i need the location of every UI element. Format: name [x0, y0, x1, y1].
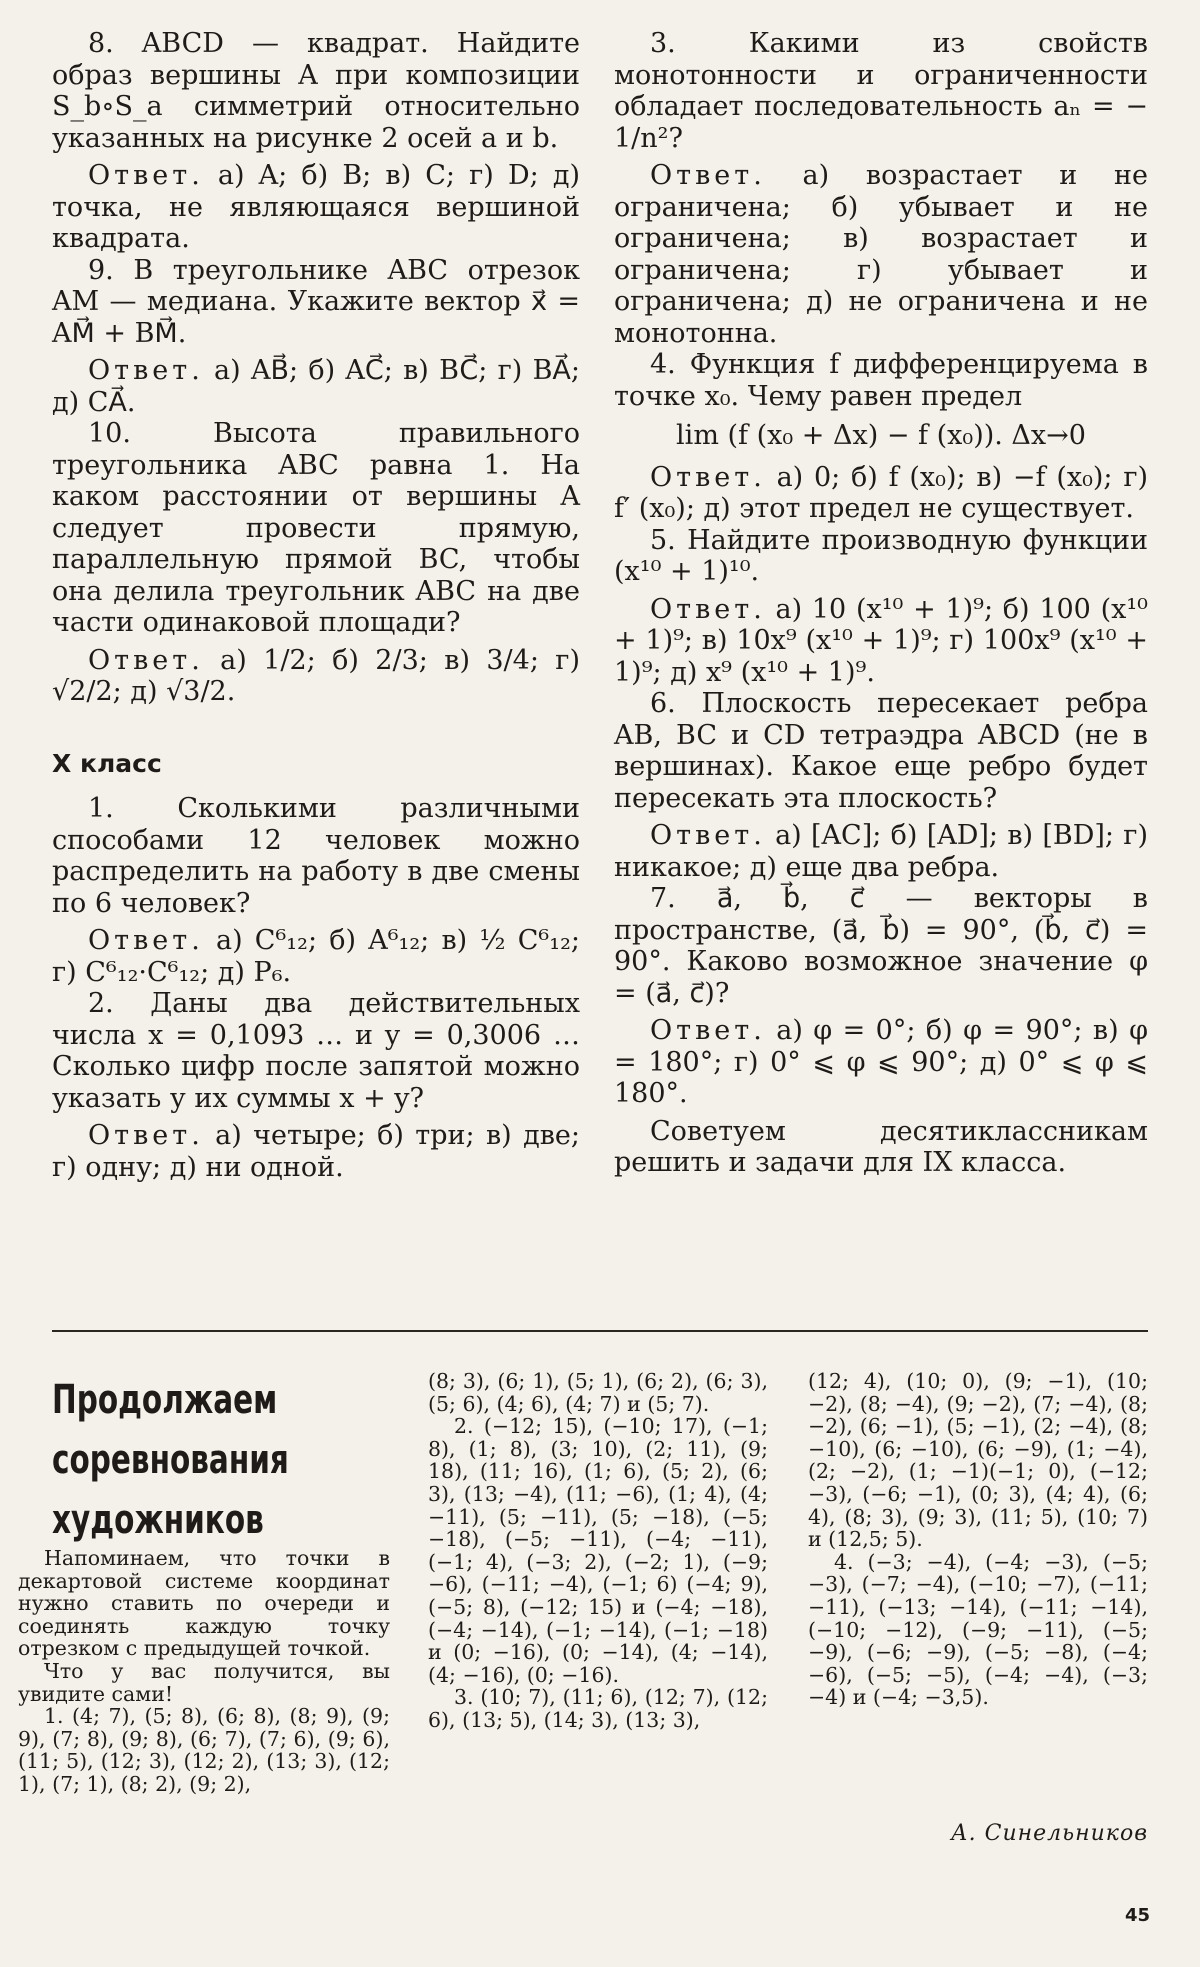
question-8: 8. ABCD — квадрат. Найдите образ вершины A при композиции S_b∘S_a симметрий относительно указанных на рисунке 2 осей a и b.	[52, 28, 580, 154]
question-8-answer: Ответ. а) A; б) B; в) C; г) D; д) точка, не являющаяся вершиной квадрата.	[52, 160, 580, 254]
question-x5: 5. Найдите производную функции (x¹⁰ + 1)¹⁰.	[614, 524, 1148, 587]
point-set-1: 1. (4; 7), (5; 8), (6; 8), (8; 9), (9; 9), (7; 8), (9; 8), (6; 7), (7; 6), (9; 6), (11; 5), (12; 3), (12; 2), (13; 3), (12; 1), (7; 1), (8; 2), (9; 2),	[18, 1704, 390, 1796]
points-column-2	[428, 1370, 768, 1732]
advice-text: Советуем десятиклассникам решить и задачи для IX класса.	[614, 1115, 1148, 1178]
question-x3: 3. Какими из свойств монотонности и ограниченности обладает последовательность aₙ = − 1/n²?	[614, 28, 1148, 154]
points-column-3	[808, 1370, 1148, 1709]
question-x5-answer: Ответ. а) 10 (x¹⁰ + 1)⁹; б) 100 (x¹⁰ + 1)⁹; в) 10x⁹ (x¹⁰ + 1)⁹; г) 100x⁹ (x¹⁰ + 1)⁹; д) x⁹ (x¹⁰ + 1)⁹.	[614, 593, 1148, 688]
class-heading: X класс	[52, 748, 162, 778]
intro-column	[18, 1547, 390, 1796]
point-set-3: 3. (10; 7), (11; 6), (12; 7), (12; 6), (13; 5), (14; 3), (13; 3),	[428, 1685, 768, 1732]
question-x2: 2. Даны два действительных числа x = 0,1093 … и y = 0,3006 … Сколько цифр после запятой можно указать у их суммы x + y?	[52, 988, 580, 1114]
point-set-1-continued: (8; 3), (6; 1), (5; 1), (6; 2), (6; 3), (5; 6), (4; 6), (4; 7) и (5; 7).	[428, 1369, 768, 1416]
section-title: Продолжаем соревнования художников	[52, 1377, 289, 1543]
question-x4-answer: Ответ. а) 0; б) f (x₀); в) −f (x₀); г) f′ (x₀); д) этот предел не существует.	[614, 461, 1148, 524]
question-x1: 1. Сколькими различными способами 12 человек можно распределить на работу в две смены по 6 человек?	[52, 793, 580, 919]
question-x3-answer: Ответ. а) возрастает и не ограничена; б) убывает и не ограничена; в) возрастает и ограничена; г) убывает и ограничена; д) не ограничена и не монотонна.	[614, 160, 1148, 349]
section-divider	[52, 1330, 1148, 1332]
left-text-column	[52, 28, 580, 1183]
question-10-answer: Ответ. а) 1/2; б) 2/3; в) 3/4; г) √2/2; д) √3/2.	[52, 644, 580, 707]
question-x7: 7. a⃗, b⃗, c⃗ — векторы в пространстве, (a⃗, b⃗) = 90°, (b⃗, c⃗) = 90°. Каково возможное значение φ = (a⃗, c⃗)?	[614, 883, 1148, 1009]
question-x4: 4. Функция f дифференцируема в точке x₀. Чему равен предел	[614, 349, 1148, 412]
intro-text: Напоминаем, что точки в декартовой системе координат нужно ставить по очереди и соединять каждую точку отрезком с предыдущей точкой.	[18, 1546, 390, 1661]
question-x6: 6. Плоскость пересекает ребра AB, BC и CD тетраэдра ABCD (не в вершинах). Какое еще ребро будет пересекать эта плоскость?	[614, 688, 1148, 814]
question-x1-answer: Ответ. а) C⁶₁₂; б) A⁶₁₂; в) ½ C⁶₁₂; г) C⁶₁₂·C⁶₁₂; д) P₆.	[52, 925, 580, 988]
point-set-4: 4. (−3; −4), (−4; −3), (−5; −3), (−7; −4), (−10; −7), (−11; −11), (−13; −14), (−11; −14), (−10; −12), (−9; −11), (−5; −9), (−6; −9), (−5; −8), (−4; −6), (−5; −5), (−4; −4), (−3; −4) и (−4; −3,5).	[808, 1549, 1148, 1710]
limit-formula: lim (f (x₀ + Δx) − f (x₀)). Δx→0	[676, 420, 1086, 451]
author-signature: А. Синельников	[951, 1821, 1148, 1846]
intro-text-2: Что у вас получится, вы увидите сами!	[18, 1658, 390, 1706]
question-10: 10. Высота правильного треугольника ABC равна 1. На каком расстоянии от вершины A следует провести прямую, параллельную прямой BC, чтобы она делила треугольник ABC на две части одинаковой площади?	[52, 418, 580, 638]
point-set-2: 2. (−12; 15), (−10; 17), (−1; 8), (1; 8), (3; 10), (2; 11), (9; 18), (11; 16), (1; 6), (5; 2), (6; 3), (13; −4), (11; −6), (1; 4), (4; −11), (5; −11), (5; −18), (−5; −18), (−5; −11), (−4; −11), (−1; 4), (−3; 2), (−2; 1), (−9; −6), (−11; −4), (−1; 6) (−4; 9), (−5; 8), (−12; 15) и (−4; −18), (−4; −14), (−1; −14), (−1; −18) и (0; −16), (0; −14), (4; −14), (4; −16), (0; −16).	[428, 1414, 768, 1687]
question-x7-answer: Ответ. а) φ = 0°; б) φ = 90°; в) φ = 180°; г) 0° ⩽ φ ⩽ 90°; д) 0° ⩽ φ ⩽ 180°.	[614, 1015, 1148, 1109]
question-x2-answer: Ответ. а) четыре; б) три; в) две; г) одну; д) ни одной.	[52, 1120, 580, 1183]
question-9-answer: Ответ. а) AB⃗; б) AC⃗; в) BC⃗; г) BA⃗; д) CA⃗.	[52, 355, 580, 418]
right-text-column	[614, 28, 1148, 1179]
point-set-3-continued: (12; 4), (10; 0), (9; −1), (10; −2), (8; −4), (9; −2), (7; −4), (8; −2), (6; −1), (5; −1), (2; −4), (8; −10), (6; −10), (6; −9), (1; −4), (2; −2), (1; −1)(−1; 0), (−12; −3), (−6; −1), (0; 3), (4; 4), (6; 4), (8; 3), (9; 3), (11; 5), (10; 7) и (12,5; 5).	[808, 1369, 1148, 1552]
question-x6-answer: Ответ. а) [AC]; б) [AD]; в) [BD]; г) никакое; д) еще два ребра.	[614, 820, 1148, 883]
question-9: 9. В треугольнике ABC отрезок AM — медиана. Укажите вектор x⃗ = AM⃗ + BM⃗.	[52, 254, 580, 349]
page-number: 45	[1124, 1905, 1150, 1926]
